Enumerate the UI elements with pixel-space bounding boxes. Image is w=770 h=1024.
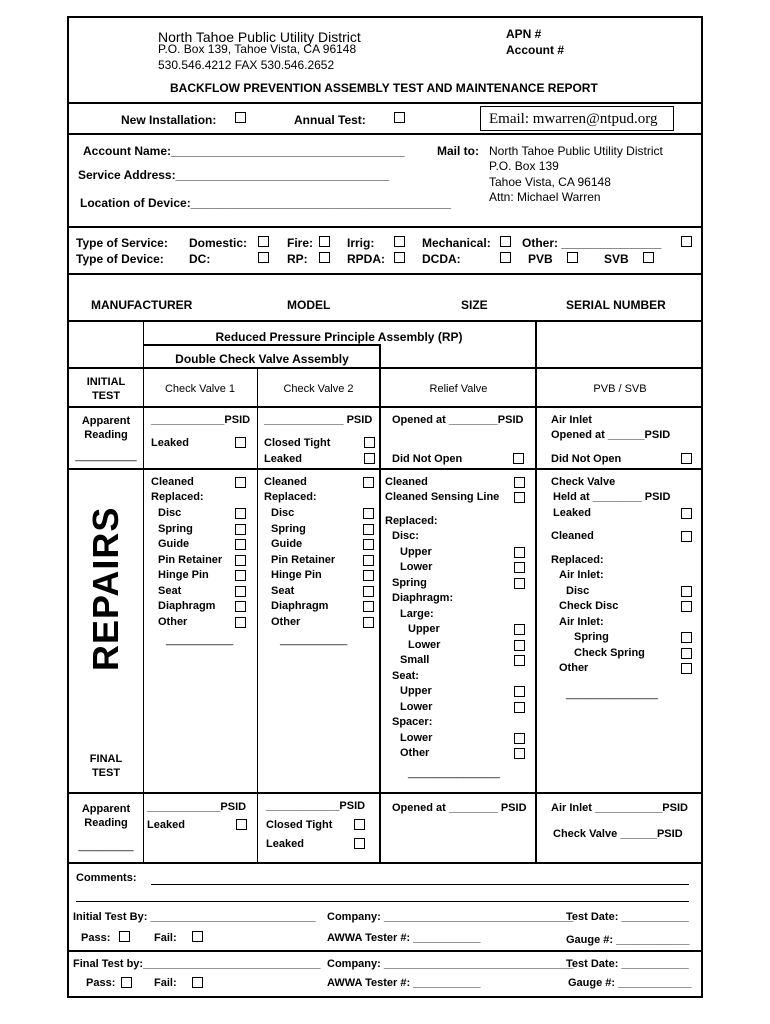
- domestic-label: Domestic:: [189, 236, 248, 250]
- repair-item-checkbox[interactable]: [514, 733, 525, 744]
- account-number-label: Account #: [506, 43, 565, 57]
- repair-item-label: Air Inlet:: [559, 616, 604, 628]
- fire-label: Fire:: [287, 236, 314, 250]
- repair-item-checkbox[interactable]: [235, 586, 246, 597]
- divider: [67, 133, 703, 135]
- report-title: BACKFLOW PREVENTION ASSEMBLY TEST AND MAINTENANCE REPORT: [170, 81, 598, 95]
- company-2-field[interactable]: Company: _______________________________: [327, 958, 574, 970]
- initial-reading-field[interactable]: __________: [75, 450, 137, 462]
- repair-item-label: Guide: [158, 538, 190, 550]
- test-date-1-field[interactable]: Test Date: ___________: [566, 911, 689, 923]
- repair-item-label: Seat:: [392, 670, 419, 682]
- rpda-checkbox[interactable]: [394, 252, 405, 263]
- pass-1-checkbox[interactable]: [119, 931, 130, 942]
- repair-item-checkbox[interactable]: [681, 531, 692, 542]
- cv2-leaked-label: Leaked: [264, 453, 302, 465]
- repair-item-label: Disc: [566, 585, 590, 597]
- repair-item-checkbox[interactable]: [235, 508, 246, 519]
- repair-item-label: Hinge Pin: [271, 569, 322, 581]
- cv2-other-blank[interactable]: ___________: [280, 634, 348, 646]
- repair-item-label: Lower: [400, 732, 433, 744]
- pvb-opened-at[interactable]: Opened at ______PSID: [551, 429, 671, 441]
- dcda-label: DCDA:: [422, 252, 461, 266]
- repair-item-label: Guide: [271, 538, 303, 550]
- repair-item-label: Replaced:: [151, 491, 204, 503]
- repair-item-checkbox[interactable]: [363, 601, 374, 612]
- cv1-initial-psid[interactable]: ____________PSID: [151, 414, 251, 426]
- fail-1-label: Fail:: [154, 932, 177, 944]
- repair-item-checkbox[interactable]: [235, 477, 246, 488]
- pass-1-label: Pass:: [81, 932, 111, 944]
- repair-item-checkbox[interactable]: [514, 748, 525, 759]
- repair-item-label: Replaced:: [551, 554, 604, 566]
- relief-final-opened-at[interactable]: Opened at ________ PSID: [392, 802, 527, 814]
- repair-item-label: Spring: [392, 577, 427, 589]
- size-header: SIZE: [461, 298, 488, 312]
- repair-item-checkbox[interactable]: [681, 648, 692, 659]
- cv1-final-psid[interactable]: ____________PSID: [147, 801, 247, 813]
- company-1-field[interactable]: Company: _______________________________: [327, 911, 574, 923]
- grid-bottom-line: [67, 862, 703, 864]
- repair-item-checkbox[interactable]: [235, 539, 246, 550]
- org-address: P.O. Box 139, Tahoe Vista, CA 96148: [158, 42, 357, 56]
- pvb-did-not-open-label: Did Not Open: [551, 453, 622, 465]
- repair-item-checkbox[interactable]: [363, 477, 374, 488]
- comments-label: Comments:: [76, 872, 137, 884]
- pvb-final-check-valve[interactable]: Check Valve ______PSID: [553, 828, 683, 840]
- comments-line-1[interactable]: [151, 884, 689, 885]
- repair-item-checkbox[interactable]: [235, 555, 246, 566]
- frame-bottom: [67, 996, 703, 998]
- repair-item-label: Disc: [271, 507, 295, 519]
- repair-item-label: Small: [400, 654, 430, 666]
- gauge-1-field[interactable]: Gauge #: ____________: [566, 934, 690, 946]
- email-text: Email: mwarren@ntpud.org: [489, 111, 658, 127]
- cv2-final-psid[interactable]: ____________PSID: [266, 800, 366, 812]
- rp-right-line: [535, 367, 703, 368]
- repair-item-label: Replaced:: [264, 491, 317, 503]
- manufacturer-header: MANUFACTURER: [91, 298, 193, 312]
- repair-item-label: Spring: [158, 523, 193, 535]
- pvb-did-not-open-checkbox[interactable]: [681, 453, 692, 464]
- repair-item-checkbox[interactable]: [235, 617, 246, 628]
- repair-item-checkbox[interactable]: [681, 601, 692, 612]
- repairs-top-line: [67, 468, 703, 470]
- cv2-leaked-checkbox[interactable]: [364, 453, 375, 464]
- mail-to-label: Mail to:: [437, 144, 479, 158]
- grid-vline-1: [143, 321, 144, 863]
- repair-item-label: Held at ________ PSID: [553, 491, 671, 503]
- pvb-checkbox[interactable]: [567, 252, 578, 263]
- repair-item-checkbox[interactable]: [235, 601, 246, 612]
- other-service-field[interactable]: Other: _______________: [522, 236, 662, 250]
- repair-item-label: Other: [271, 616, 301, 628]
- fail-2-checkbox[interactable]: [192, 977, 203, 988]
- repair-item-checkbox[interactable]: [514, 655, 525, 666]
- type-of-service-label: Type of Service:: [76, 236, 168, 250]
- repair-item-label: Pin Retainer: [158, 554, 223, 566]
- repair-item-checkbox[interactable]: [363, 570, 374, 581]
- initial-test-line: [67, 406, 703, 408]
- mail-to-line-1: North Tahoe Public Utility District: [489, 144, 663, 158]
- repair-item-checkbox[interactable]: [514, 492, 525, 503]
- mechanical-label: Mechanical:: [422, 236, 491, 250]
- comments-line-2[interactable]: [76, 901, 689, 902]
- gauge-2-field[interactable]: Gauge #: ____________: [568, 977, 692, 989]
- repair-item-label: Disc: [158, 507, 182, 519]
- location-field[interactable]: Location of Device:_______________________________________: [80, 196, 451, 210]
- repair-item-checkbox[interactable]: [514, 702, 525, 713]
- annual-test-checkbox[interactable]: [394, 112, 405, 123]
- dc-header: Double Check Valve Assembly: [175, 352, 349, 366]
- cv2-closed-tight-label: Closed Tight: [264, 437, 331, 449]
- pvb-other-blank[interactable]: _______________: [566, 688, 658, 700]
- org-name: North Tahoe Public Utility District: [158, 29, 361, 45]
- repair-item-label: Cleaned: [264, 476, 307, 488]
- pass-2-checkbox[interactable]: [121, 977, 132, 988]
- dc-label: DC:: [189, 252, 211, 266]
- repair-item-checkbox[interactable]: [514, 477, 525, 488]
- type-of-device-label: Type of Device:: [76, 252, 164, 266]
- final-apparent-reading-label: Apparent Reading: [81, 803, 131, 829]
- final-row-line: [67, 792, 703, 794]
- svb-label: SVB: [604, 252, 629, 266]
- repair-item-label: Pin Retainer: [271, 554, 336, 566]
- repair-item-label: Upper: [400, 546, 432, 558]
- repair-item-label: Lower: [400, 561, 433, 573]
- repair-item-label: Other: [559, 662, 589, 674]
- cv1-final-leaked-checkbox[interactable]: [236, 819, 247, 830]
- test-date-2-field[interactable]: Test Date: ___________: [566, 958, 689, 970]
- cv1-leaked-checkbox[interactable]: [235, 437, 246, 448]
- mail-to-line-2: P.O. Box 139: [489, 159, 559, 173]
- relief-opened-at[interactable]: Opened at ________PSID: [392, 414, 524, 426]
- repair-item-label: Check Valve: [551, 476, 616, 488]
- new-installation-checkbox[interactable]: [235, 112, 246, 123]
- mail-to-line-3: Tahoe Vista, CA 96148: [489, 175, 611, 189]
- apparent-reading-label: Apparent Reading: [81, 415, 131, 441]
- fire-checkbox[interactable]: [319, 236, 330, 247]
- repair-item-checkbox[interactable]: [681, 508, 692, 519]
- repair-item-label: Diaphragm:: [392, 592, 454, 604]
- repair-item-label: Replaced:: [385, 515, 438, 527]
- repair-item-label: Large:: [400, 608, 434, 620]
- repair-item-label: Disc:: [392, 530, 419, 542]
- repair-item-checkbox[interactable]: [681, 586, 692, 597]
- repair-item-checkbox[interactable]: [681, 632, 692, 643]
- repair-item-label: Seat: [271, 585, 295, 597]
- repair-item-checkbox[interactable]: [514, 578, 525, 589]
- grid-vline-4: [535, 321, 537, 863]
- repair-item-checkbox[interactable]: [363, 508, 374, 519]
- service-address-field[interactable]: Service Address:________________________________: [78, 168, 390, 182]
- divider: [67, 950, 703, 952]
- repair-item-label: Spring: [574, 631, 609, 643]
- cv2-final-closed-tight-checkbox[interactable]: [354, 819, 365, 830]
- model-header: MODEL: [287, 298, 331, 312]
- fail-2-label: Fail:: [154, 977, 177, 989]
- cv2-final-leaked-label: Leaked: [266, 838, 304, 850]
- dcda-checkbox[interactable]: [500, 252, 511, 263]
- cv2-closed-tight-checkbox[interactable]: [364, 437, 375, 448]
- relief-other-blank[interactable]: _______________: [408, 767, 500, 779]
- frame-top: [67, 16, 703, 18]
- final-test-by-field[interactable]: Final Test by:_____________________________: [73, 958, 321, 970]
- repair-item-label: Cleaned Sensing Line: [385, 491, 500, 503]
- grid-vline-2: [257, 368, 258, 863]
- repairs-label: REPAIRS: [85, 506, 126, 671]
- repair-item-label: Spacer:: [392, 716, 433, 728]
- org-phone: 530.546.4212 FAX 530.546.2652: [158, 58, 335, 72]
- repair-item-label: Other: [400, 747, 430, 759]
- final-reading-field[interactable]: _________: [78, 840, 134, 852]
- repair-item-checkbox[interactable]: [363, 539, 374, 550]
- repair-item-label: Diaphragm: [158, 600, 216, 612]
- repair-item-label: Air Inlet:: [559, 569, 604, 581]
- rp-checkbox[interactable]: [319, 252, 330, 263]
- initial-test-label: INITIAL TEST: [86, 376, 126, 402]
- svb-checkbox[interactable]: [643, 252, 654, 263]
- cv2-final-closed-tight-label: Closed Tight: [266, 819, 333, 831]
- repair-item-label: Other: [158, 616, 188, 628]
- repair-item-checkbox[interactable]: [235, 524, 246, 535]
- repair-item-checkbox[interactable]: [514, 562, 525, 573]
- rp-label: RP:: [287, 252, 308, 266]
- repair-item-label: Check Spring: [574, 647, 645, 659]
- fail-1-checkbox[interactable]: [192, 931, 203, 942]
- rp-header: Reduced Pressure Principle Assembly (RP): [215, 330, 463, 344]
- dc-checkbox[interactable]: [258, 252, 269, 263]
- divider: [67, 102, 703, 104]
- new-installation-label: New Installation:: [121, 113, 217, 127]
- cv1-leaked-label: Leaked: [151, 437, 189, 449]
- awwa-1-field[interactable]: AWWA Tester #: ___________: [327, 932, 481, 944]
- serial-number-header: SERIAL NUMBER: [566, 298, 666, 312]
- mail-to-line-4: Attn: Michael Warren: [489, 190, 601, 204]
- divider: [67, 273, 703, 275]
- check-valve-1-header: Check Valve 1: [164, 383, 236, 395]
- divider: [67, 226, 703, 228]
- repair-item-label: Seat: [158, 585, 182, 597]
- repair-item-label: Upper: [408, 623, 440, 635]
- repair-item-label: Hinge Pin: [158, 569, 209, 581]
- relief-valve-header: Relief Valve: [429, 383, 488, 395]
- rpda-label: RPDA:: [347, 252, 385, 266]
- cv2-initial-psid[interactable]: _____________ PSID: [264, 414, 373, 426]
- relief-did-not-open-label: Did Not Open: [392, 453, 463, 465]
- repair-item-checkbox[interactable]: [363, 586, 374, 597]
- repair-item-checkbox[interactable]: [514, 640, 525, 651]
- divider: [67, 320, 703, 322]
- repair-item-label: Check Disc: [559, 600, 619, 612]
- rp-header-line: [143, 344, 381, 346]
- repair-item-checkbox[interactable]: [363, 617, 374, 628]
- repair-item-label: Spring: [271, 523, 306, 535]
- apn-label: APN #: [506, 27, 542, 41]
- grid-vline-3: [379, 344, 381, 863]
- repair-item-checkbox[interactable]: [363, 555, 374, 566]
- irrig-label: Irrig:: [347, 236, 375, 250]
- pvb-label: PVB: [528, 252, 553, 266]
- repair-item-checkbox[interactable]: [514, 624, 525, 635]
- annual-test-label: Annual Test:: [294, 113, 366, 127]
- other-service-checkbox[interactable]: [681, 236, 692, 247]
- cv2-final-leaked-checkbox[interactable]: [354, 838, 365, 849]
- repair-item-checkbox[interactable]: [514, 686, 525, 697]
- repair-item-label: Lower: [400, 701, 433, 713]
- initial-test-by-field[interactable]: Initial Test By: ___________________________: [73, 911, 316, 923]
- pvb-svb-header: PVB / SVB: [593, 383, 647, 395]
- pvb-final-air-inlet[interactable]: Air Inlet ___________PSID: [551, 802, 688, 814]
- repair-item-label: Cleaned: [551, 530, 594, 542]
- account-name-field[interactable]: Account Name:___________________________________: [83, 144, 405, 158]
- cv1-final-leaked-label: Leaked: [147, 819, 185, 831]
- final-test-label: FINAL TEST: [89, 753, 123, 779]
- repair-item-label: Lower: [408, 639, 441, 651]
- irrig-checkbox[interactable]: [394, 236, 405, 247]
- repair-item-checkbox[interactable]: [514, 547, 525, 558]
- domestic-checkbox[interactable]: [258, 236, 269, 247]
- repair-item-checkbox[interactable]: [363, 524, 374, 535]
- repair-item-label: Cleaned: [151, 476, 194, 488]
- frame-right: [701, 16, 703, 998]
- repair-item-checkbox[interactable]: [681, 663, 692, 674]
- relief-did-not-open-checkbox[interactable]: [513, 453, 524, 464]
- check-valve-2-header: Check Valve 2: [283, 383, 354, 395]
- pass-2-label: Pass:: [86, 977, 116, 989]
- repair-item-checkbox[interactable]: [235, 570, 246, 581]
- repair-item-label: Cleaned: [385, 476, 428, 488]
- repair-item-label: Leaked: [553, 507, 591, 519]
- mechanical-checkbox[interactable]: [500, 236, 511, 247]
- repair-item-label: Diaphragm: [271, 600, 329, 612]
- cv1-other-blank[interactable]: ___________: [166, 634, 234, 646]
- pvb-air-inlet-label: Air Inlet: [551, 414, 592, 426]
- repair-item-label: Upper: [400, 685, 432, 697]
- awwa-2-field[interactable]: AWWA Tester #: ___________: [327, 977, 481, 989]
